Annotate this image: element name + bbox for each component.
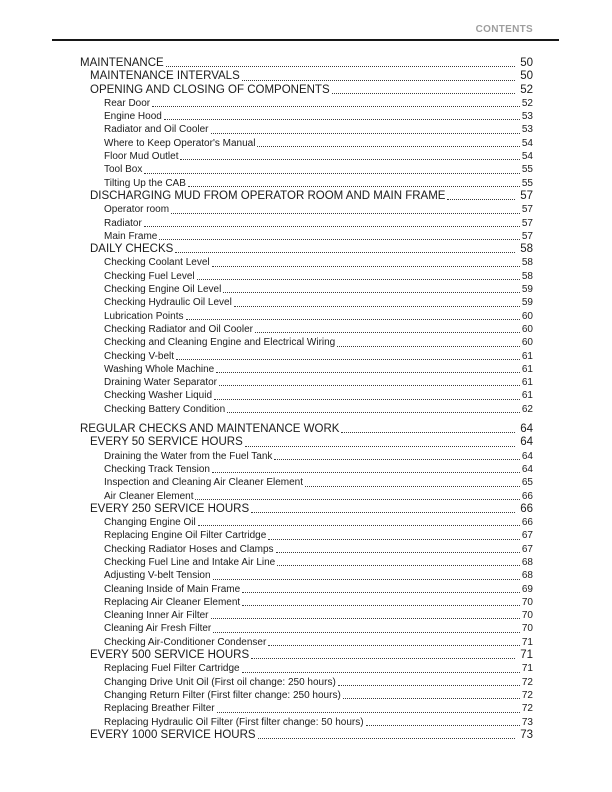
dot-leader	[268, 645, 520, 646]
toc-entry-page-number: 72	[521, 703, 533, 715]
toc-entry-page-number: 66	[521, 490, 533, 502]
dot-leader	[214, 399, 520, 400]
toc-entry	[80, 569, 533, 582]
toc-entry-title: Rear Door	[104, 97, 151, 109]
toc-entry-page-number: 55	[521, 164, 533, 176]
dot-leader	[159, 239, 520, 240]
toc-entry-title: EVERY 1000 SERVICE HOURS	[90, 728, 256, 741]
toc-entry-page-number: 68	[521, 556, 533, 568]
dot-leader	[338, 685, 520, 686]
toc-entry-title: Replacing Engine Oil Filter Cartridge	[104, 530, 267, 542]
toc-entry-page-number: 67	[521, 543, 533, 555]
toc-entry	[80, 70, 533, 83]
dot-leader	[217, 712, 520, 713]
toc-entry	[80, 150, 533, 163]
toc-entry	[80, 676, 533, 689]
toc-entry-page-number: 57	[521, 204, 533, 216]
toc-entry-title: Tilting Up the CAB	[104, 177, 186, 189]
toc-entry-title: DAILY CHECKS	[90, 243, 174, 256]
toc-entry-page-number: 66	[520, 502, 533, 515]
toc-entry	[80, 450, 533, 463]
dot-leader	[257, 146, 519, 147]
toc-entry-title: Radiator	[104, 217, 142, 229]
toc-entry	[80, 689, 533, 702]
toc-entry-title: Cleaning Air Fresh Filter	[104, 623, 212, 635]
toc-entry	[80, 556, 533, 569]
toc-entry-title: REGULAR CHECKS AND MAINTENANCE WORK	[80, 423, 340, 436]
toc-entry-title: Operator room	[104, 204, 170, 216]
toc-entry	[80, 163, 533, 176]
toc-entry	[80, 503, 533, 516]
toc-entry-title: Checking Hydraulic Oil Level	[104, 297, 232, 309]
page-header-label: CONTENTS	[475, 24, 533, 35]
toc-entry	[80, 609, 533, 622]
toc-entry-title: Changing Drive Unit Oil (First oil change: 250 hours)	[104, 676, 336, 688]
toc-entry-page-number: 54	[521, 151, 533, 163]
toc-entry	[80, 256, 533, 269]
dot-leader	[223, 292, 520, 293]
toc-entry-title: EVERY 50 SERVICE HOURS	[90, 436, 243, 449]
dot-leader	[277, 565, 520, 566]
toc-entry	[80, 543, 533, 556]
toc-entry-title: Checking Track Tension	[104, 463, 210, 475]
toc-entry-title: Checking Air-Conditioner Condenser	[104, 636, 267, 648]
dot-leader	[216, 372, 520, 373]
toc-entry-page-number: 64	[521, 450, 533, 462]
toc-entry-title: Adjusting V-belt Tension	[104, 570, 211, 582]
toc-entry-title: Checking and Cleaning Engine and Electrical Wiring	[104, 337, 336, 349]
dot-leader	[176, 359, 520, 360]
toc-entry	[80, 137, 533, 150]
toc-entry-title: Checking Coolant Level	[104, 257, 210, 269]
toc-entry-page-number: 68	[521, 570, 533, 582]
toc-entry	[80, 702, 533, 715]
toc-entry	[80, 463, 533, 476]
toc-entry-title: Changing Engine Oil	[104, 517, 196, 529]
toc-entry	[80, 389, 533, 402]
dot-leader	[195, 499, 519, 500]
toc-entry-page-number: 64	[520, 423, 533, 436]
dot-leader	[144, 173, 520, 174]
toc-entry-title: Replacing Hydraulic Oil Filter (First filter change: 50 hours)	[104, 716, 364, 728]
toc-entry-page-number: 57	[521, 230, 533, 242]
dot-leader	[245, 446, 515, 447]
dot-leader	[332, 93, 516, 94]
toc-entry-page-number: 61	[521, 350, 533, 362]
toc-section-regular-checks	[80, 423, 533, 742]
dot-leader	[343, 698, 520, 699]
toc-entry-page-number: 69	[521, 583, 533, 595]
toc-entry	[80, 423, 533, 436]
toc-entry-title: MAINTENANCE INTERVALS	[90, 70, 240, 83]
toc-entry-title: Changing Return Filter (First filter change: 250 hours)	[104, 689, 341, 701]
toc-entry-title: EVERY 500 SERVICE HOURS	[90, 649, 250, 662]
toc-entry-page-number: 71	[520, 649, 533, 662]
toc-entry-page-number: 59	[521, 297, 533, 309]
toc-entry	[80, 636, 533, 649]
toc-entry-title: Where to Keep Operator's Manual	[104, 137, 256, 149]
toc-entry-page-number: 58	[521, 257, 533, 269]
toc-entry-title: MAINTENANCE	[80, 57, 164, 69]
toc-entry-page-number: 72	[521, 676, 533, 688]
toc-entry	[80, 230, 533, 243]
toc-entry	[80, 716, 533, 729]
toc-entry-title: Checking Radiator and Oil Cooler	[104, 323, 253, 335]
toc-entry-page-number: 64	[521, 463, 533, 475]
toc-entry-page-number: 52	[521, 97, 533, 109]
toc-entry-page-number: 57	[521, 217, 533, 229]
toc-entry	[80, 436, 533, 449]
toc-entry-page-number: 53	[521, 124, 533, 136]
toc-entry-page-number: 71	[521, 636, 533, 648]
toc-entry-page-number: 60	[521, 337, 533, 349]
toc-entry-page-number: 65	[521, 477, 533, 489]
toc-entry	[80, 622, 533, 635]
dot-leader	[198, 525, 520, 526]
toc-entry	[80, 243, 533, 256]
toc-entry	[80, 596, 533, 609]
toc-entry-title: Tool Box	[104, 164, 143, 176]
toc-entry	[80, 190, 533, 203]
toc-entry-page-number: 61	[521, 390, 533, 402]
toc-entry-title: Inspection and Cleaning Air Cleaner Element	[104, 477, 304, 489]
toc-entry-page-number: 58	[521, 270, 533, 282]
dot-leader	[305, 486, 520, 487]
dot-leader	[242, 80, 515, 81]
toc-entry	[80, 336, 533, 349]
toc-entry-page-number: 67	[521, 530, 533, 542]
toc-entry	[80, 270, 533, 283]
toc-entry-page-number: 66	[521, 517, 533, 529]
dot-leader	[188, 186, 520, 187]
toc-entry-title: Air Cleaner Element	[104, 490, 194, 502]
toc-entry-page-number: 70	[521, 596, 533, 608]
toc-entry	[80, 516, 533, 529]
dot-leader	[276, 552, 520, 553]
dot-leader	[175, 252, 515, 253]
dot-leader	[227, 412, 520, 413]
dot-leader	[258, 738, 516, 739]
toc-entry-page-number: 60	[521, 310, 533, 322]
toc-entry	[80, 177, 533, 190]
toc-entry-title: Checking Engine Oil Level	[104, 284, 222, 296]
toc-entry	[80, 529, 533, 542]
toc-entry	[80, 476, 533, 489]
toc-entry	[80, 84, 533, 97]
toc-entry	[80, 729, 533, 742]
toc-entry-page-number: 53	[521, 111, 533, 123]
toc-entry-page-number: 64	[520, 436, 533, 449]
dot-leader	[152, 106, 520, 107]
toc-entry	[80, 203, 533, 216]
toc-entry-title: Checking Fuel Line and Intake Air Line	[104, 556, 276, 568]
dot-leader	[211, 133, 520, 134]
toc-entry	[80, 490, 533, 503]
dot-leader	[242, 672, 520, 673]
dot-leader	[337, 346, 520, 347]
toc-entry-page-number: 72	[521, 689, 533, 701]
toc-entry	[80, 296, 533, 309]
toc-entry-page-number: 61	[521, 377, 533, 389]
toc-entry-title: Draining the Water from the Fuel Tank	[104, 450, 273, 462]
dot-leader	[251, 658, 515, 659]
toc-entry-title: Cleaning Inside of Main Frame	[104, 583, 241, 595]
toc-entry-page-number: 50	[520, 57, 533, 69]
dot-leader	[366, 725, 520, 726]
toc-entry-title: Main Frame	[104, 230, 158, 242]
dot-leader	[212, 472, 520, 473]
toc-entry-title: Lubrication Points	[104, 310, 184, 322]
toc-entry-title: Replacing Breather Filter	[104, 703, 215, 715]
toc-entry	[80, 323, 533, 336]
dot-leader	[255, 332, 520, 333]
toc-entry	[80, 350, 533, 363]
dot-leader	[234, 306, 520, 307]
toc-entry-title: DISCHARGING MUD FROM OPERATOR ROOM AND MAIN FRAME	[90, 189, 446, 202]
toc-entry-title: Checking Washer Liquid	[104, 390, 213, 402]
toc-entry	[80, 363, 533, 376]
dot-leader	[197, 279, 520, 280]
toc-entry-title: Checking Fuel Level	[104, 270, 195, 282]
toc-entry	[80, 283, 533, 296]
toc-entry	[80, 97, 533, 110]
toc-entry-page-number: 50	[520, 70, 533, 83]
dot-leader	[213, 579, 520, 580]
toc-entry-page-number: 61	[521, 363, 533, 375]
table-of-contents	[80, 57, 533, 742]
toc-entry-title: Cleaning Inner Air Filter	[104, 610, 209, 622]
toc-entry-page-number: 62	[521, 403, 533, 415]
toc-entry-page-number: 60	[521, 323, 533, 335]
toc-entry	[80, 662, 533, 675]
toc-entry	[80, 57, 533, 70]
toc-entry	[80, 110, 533, 123]
toc-entry-title: Floor Mud Outlet	[104, 151, 179, 163]
dot-leader	[171, 213, 520, 214]
dot-leader	[164, 119, 520, 120]
toc-entry-page-number: 58	[520, 243, 533, 256]
toc-entry-title: OPENING AND CLOSING OF COMPONENTS	[90, 83, 330, 96]
toc-entry	[80, 310, 533, 323]
toc-entry	[80, 217, 533, 230]
toc-entry-title: EVERY 250 SERVICE HOURS	[90, 502, 250, 515]
toc-entry-title: Checking Battery Condition	[104, 403, 226, 415]
toc-entry	[80, 123, 533, 136]
dot-leader	[213, 632, 520, 633]
dot-leader	[212, 266, 520, 267]
dot-leader	[242, 592, 520, 593]
toc-entry-title: Checking V-belt	[104, 350, 175, 362]
header-rule	[52, 39, 559, 41]
dot-leader	[211, 618, 520, 619]
dot-leader	[268, 539, 520, 540]
dot-leader	[186, 319, 520, 320]
dot-leader	[219, 385, 520, 386]
toc-entry-page-number: 71	[521, 663, 533, 675]
toc-entry-title: Checking Radiator Hoses and Clamps	[104, 543, 274, 555]
dot-leader	[251, 512, 515, 513]
toc-entry-title: Draining Water Separator	[104, 377, 218, 389]
toc-entry-page-number: 54	[521, 137, 533, 149]
toc-entry	[80, 376, 533, 389]
toc-section-maintenance	[80, 57, 533, 416]
dot-leader	[447, 199, 515, 200]
dot-leader	[341, 432, 515, 433]
dot-leader	[144, 226, 520, 227]
toc-entry	[80, 403, 533, 416]
toc-entry	[80, 583, 533, 596]
toc-entry-page-number: 73	[520, 728, 533, 741]
toc-entry-title: Radiator and Oil Cooler	[104, 124, 209, 136]
toc-entry-page-number: 55	[521, 177, 533, 189]
dot-leader	[242, 605, 520, 606]
toc-entry-title: Engine Hood	[104, 111, 162, 123]
toc-entry	[80, 649, 533, 662]
dot-leader	[166, 66, 516, 67]
toc-entry-page-number: 70	[521, 610, 533, 622]
dot-leader	[274, 459, 519, 460]
toc-entry-title: Replacing Fuel Filter Cartridge	[104, 663, 240, 675]
toc-entry-title: Replacing Air Cleaner Element	[104, 596, 241, 608]
toc-entry-page-number: 57	[520, 189, 533, 202]
toc-entry-page-number: 59	[521, 284, 533, 296]
dot-leader	[180, 159, 519, 160]
toc-entry-title: Washing Whole Machine	[104, 363, 215, 375]
toc-entry-page-number: 73	[521, 716, 533, 728]
toc-entry-page-number: 70	[521, 623, 533, 635]
toc-entry-page-number: 52	[520, 83, 533, 96]
